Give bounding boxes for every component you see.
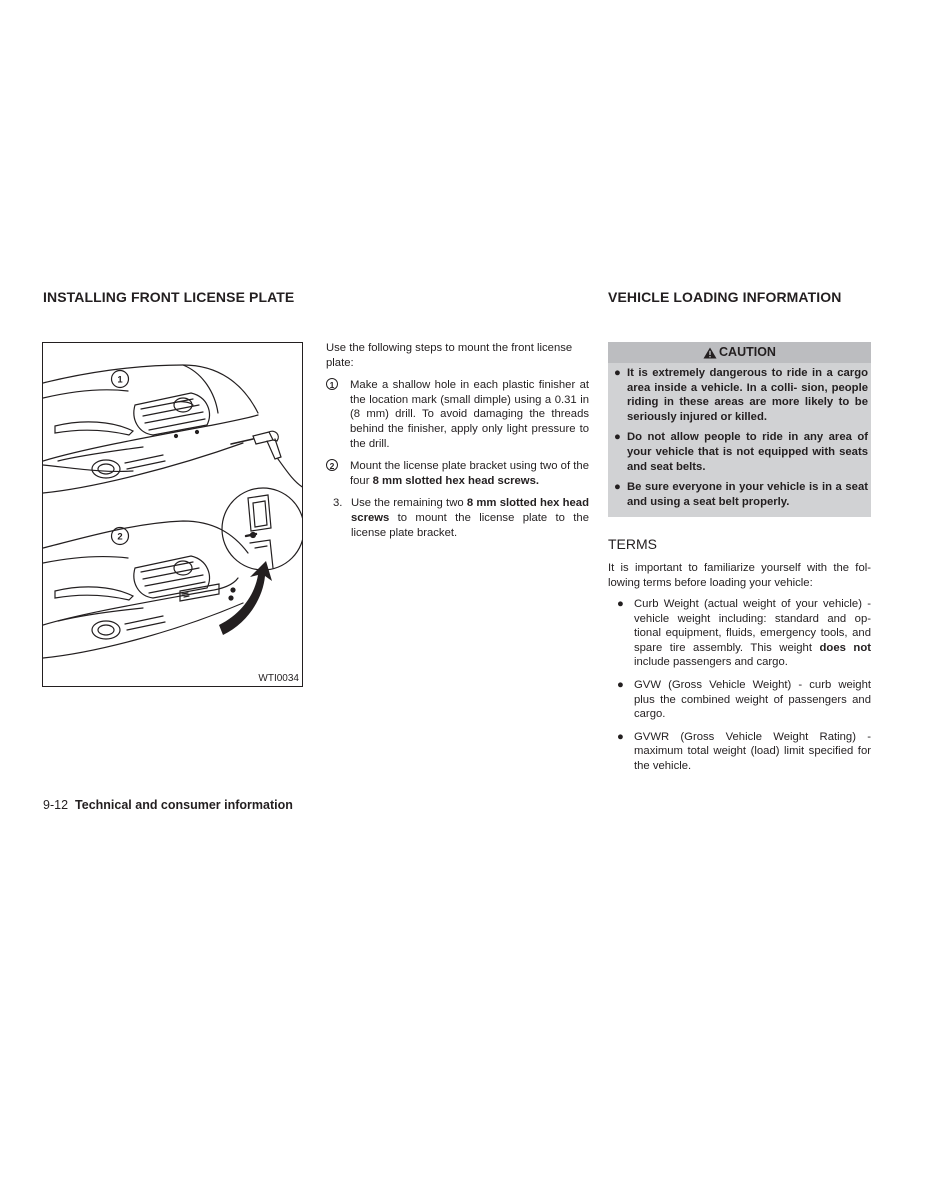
bullet-icon: ● (617, 730, 624, 743)
step-2-bold: 8 mm slotted hex head screws. (372, 474, 539, 487)
callout-1: 1 (117, 374, 123, 386)
step-2-marker: 2 (326, 459, 338, 471)
page-number: 9-12 (43, 798, 69, 812)
step-2-text: Mount the license plate bracket using two of the four 8 mm slotted hex head screws. (350, 460, 589, 487)
term-item: ● GVWR (Gross Vehicle Weight Rating) - maximum total weight (load) limit specified for the vehicle. (608, 730, 871, 774)
procedure-intro: Use the following steps to mount the front license plate: (326, 342, 573, 369)
caution-item: ● Do not allow people to ride in any area of your vehicle that is not equipped with seats and seat belts. (614, 431, 868, 473)
car-front-drawing (43, 343, 303, 687)
warning-triangle-icon (703, 347, 717, 359)
footer-section-title: Technical and consumer information (75, 798, 293, 812)
term-item: ● Curb Weight (actual weight of your vehicle) - vehicle weight including: standard and op- tional equipment, fluids, emergency tools, and spare tire assembly. This weight does not include passengers and cargo. (608, 597, 871, 670)
bullet-icon: ● (617, 678, 624, 691)
bullet-icon: ● (614, 367, 621, 379)
step-3 (326, 496, 589, 540)
caution-item: ● Be sure everyone in your vehicle is in a seat and using a seat belt properly. (614, 481, 868, 508)
callout-2: 2 (117, 531, 123, 543)
caution-item: ● It is extremely dangerous to ride in a cargo area inside a vehicle. In a colli- sion, people riding in these areas are more likely to be seriously injured or killed. (614, 367, 868, 423)
bullet-icon: ● (614, 431, 621, 444)
bullet-icon: ● (617, 598, 624, 610)
step-1-marker: 1 (326, 378, 338, 390)
figure-code: WTI0034 (258, 673, 299, 684)
page-footer (43, 798, 293, 812)
step-1-text: Make a shallow hole in each plastic finisher at the location mark (small dimple) using a 0.31 in (8 mm) drill. To avoid damaging the threads behind the finisher, apply only light pressure to the drill. (350, 379, 589, 450)
caution-box (608, 342, 871, 517)
license-plate-illustration (42, 342, 303, 687)
bullet-icon: ● (614, 481, 621, 494)
procedure-text (326, 341, 589, 548)
step-3-marker: 3. (333, 497, 343, 510)
step-2 (326, 459, 589, 488)
terms-intro: It is important to familiarize yourself with the fol- lowing terms before loading your vehicle: (608, 562, 871, 589)
terms-heading: TERMS (608, 536, 657, 552)
caution-header (608, 342, 871, 363)
section-heading-vehicle-loading: VEHICLE LOADING INFORMATION (608, 289, 842, 305)
terms-list (608, 597, 871, 782)
term-item: ● GVW (Gross Vehicle Weight) - curb weight plus the combined weight of passengers and cargo. (608, 678, 871, 722)
caution-title: CAUTION (719, 345, 776, 359)
section-heading-license-plate: INSTALLING FRONT LICENSE PLATE (43, 289, 295, 305)
step-3-text: Use the remaining two 8 mm slotted hex head screws to mount the license plate to the license plate bracket. (351, 497, 589, 539)
step-1 (326, 378, 589, 451)
step-3-bold: 8 mm slotted hex head screws (351, 497, 589, 524)
